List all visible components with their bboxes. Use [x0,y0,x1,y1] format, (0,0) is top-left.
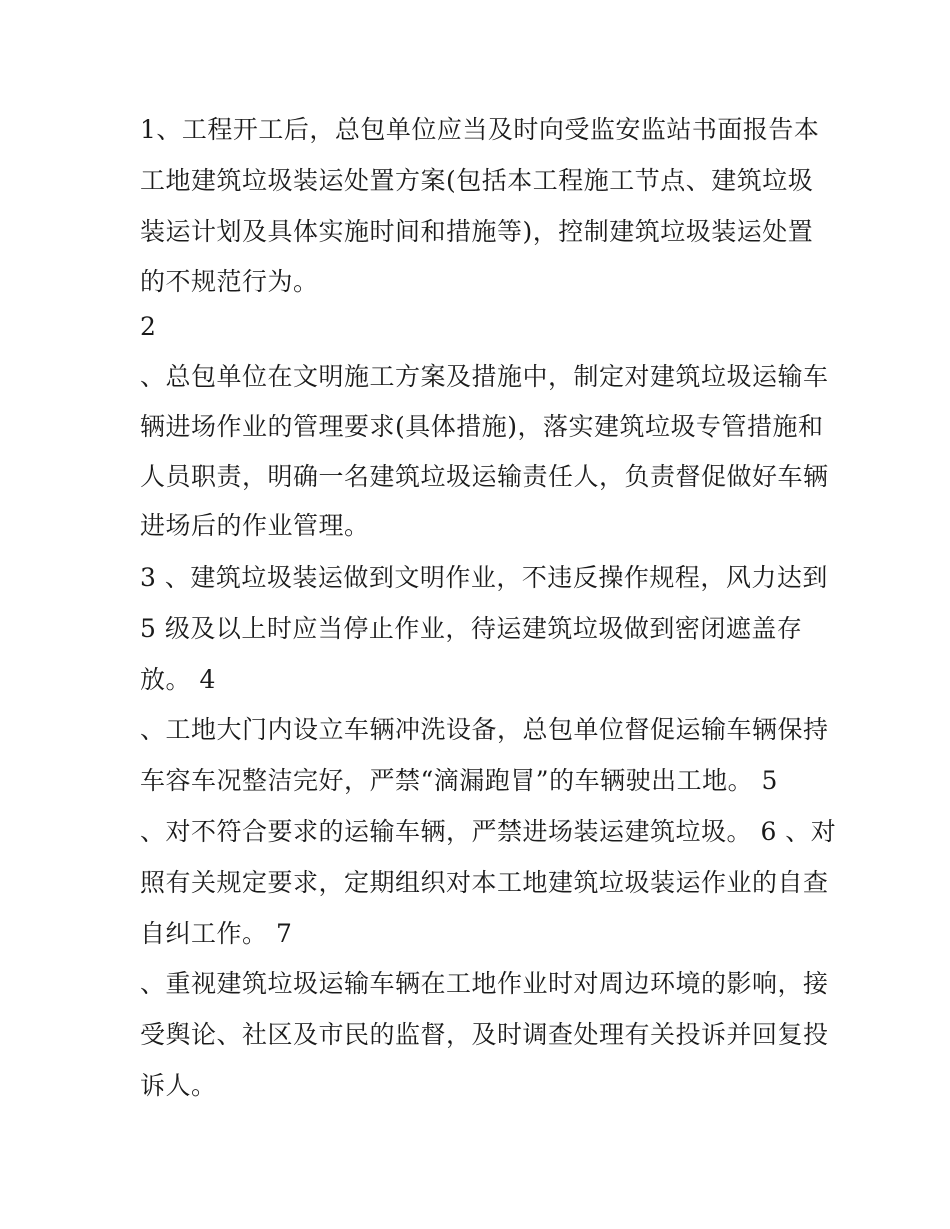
text-line: 人员职责，明确一名建筑垃圾运输责任人，负责督促做好车辆 [140,462,829,491]
text-line: 诉人。 [140,1071,217,1100]
text-line: 放。 4 [140,665,216,694]
text-line: 照有关规定要求，定期组织对本工地建筑垃圾装运作业的自查 [140,868,829,897]
text-line: 辆进场作业的管理要求(具体措施)，落实建筑垃圾专管措施和 [140,412,824,441]
text-line: 进场后的作业管理。 [140,511,370,540]
text-line: 、总包单位在文明施工方案及措施中，制定对建筑垃圾运输车 [140,362,829,391]
text-line: 工地建筑垃圾装运处置方案(包括本工程施工节点、建筑垃圾 [140,166,814,195]
text-line: 、对不符合要求的运输车辆，严禁进场装运建筑垃圾。 6 、对 [140,817,837,846]
text-line: 车容车况整洁完好，严禁“滴漏跑冒”的车辆驶出工地。 5 [140,766,778,795]
text-line: 5 级及以上时应当停止作业，待运建筑垃圾做到密闭遮盖存 [140,614,803,643]
text-line: 自纠工作。 7 [140,919,293,948]
text-line: 装运计划及具体实施时间和措施等)，控制建筑垃圾装运处置 [140,217,814,246]
text-line: 、重视建筑垃圾运输车辆在工地作业时对周边环境的影响，接 [140,969,829,998]
text-line: 2 [140,312,157,341]
text-line: 受舆论、社区及市民的监督，及时调查处理有关投诉并回复投 [140,1020,829,1049]
text-line: 3 、建筑垃圾装运做到文明作业，不违反操作规程，风力达到 [140,563,828,592]
text-line: 的不规范行为。 [140,267,319,296]
text-line: 、工地大门内设立车辆冲洗设备，总包单位督促运输车辆保持 [140,715,829,744]
text-line: 1、工程开工后，总包单位应当及时向受监安监站书面报告本 [140,115,820,144]
